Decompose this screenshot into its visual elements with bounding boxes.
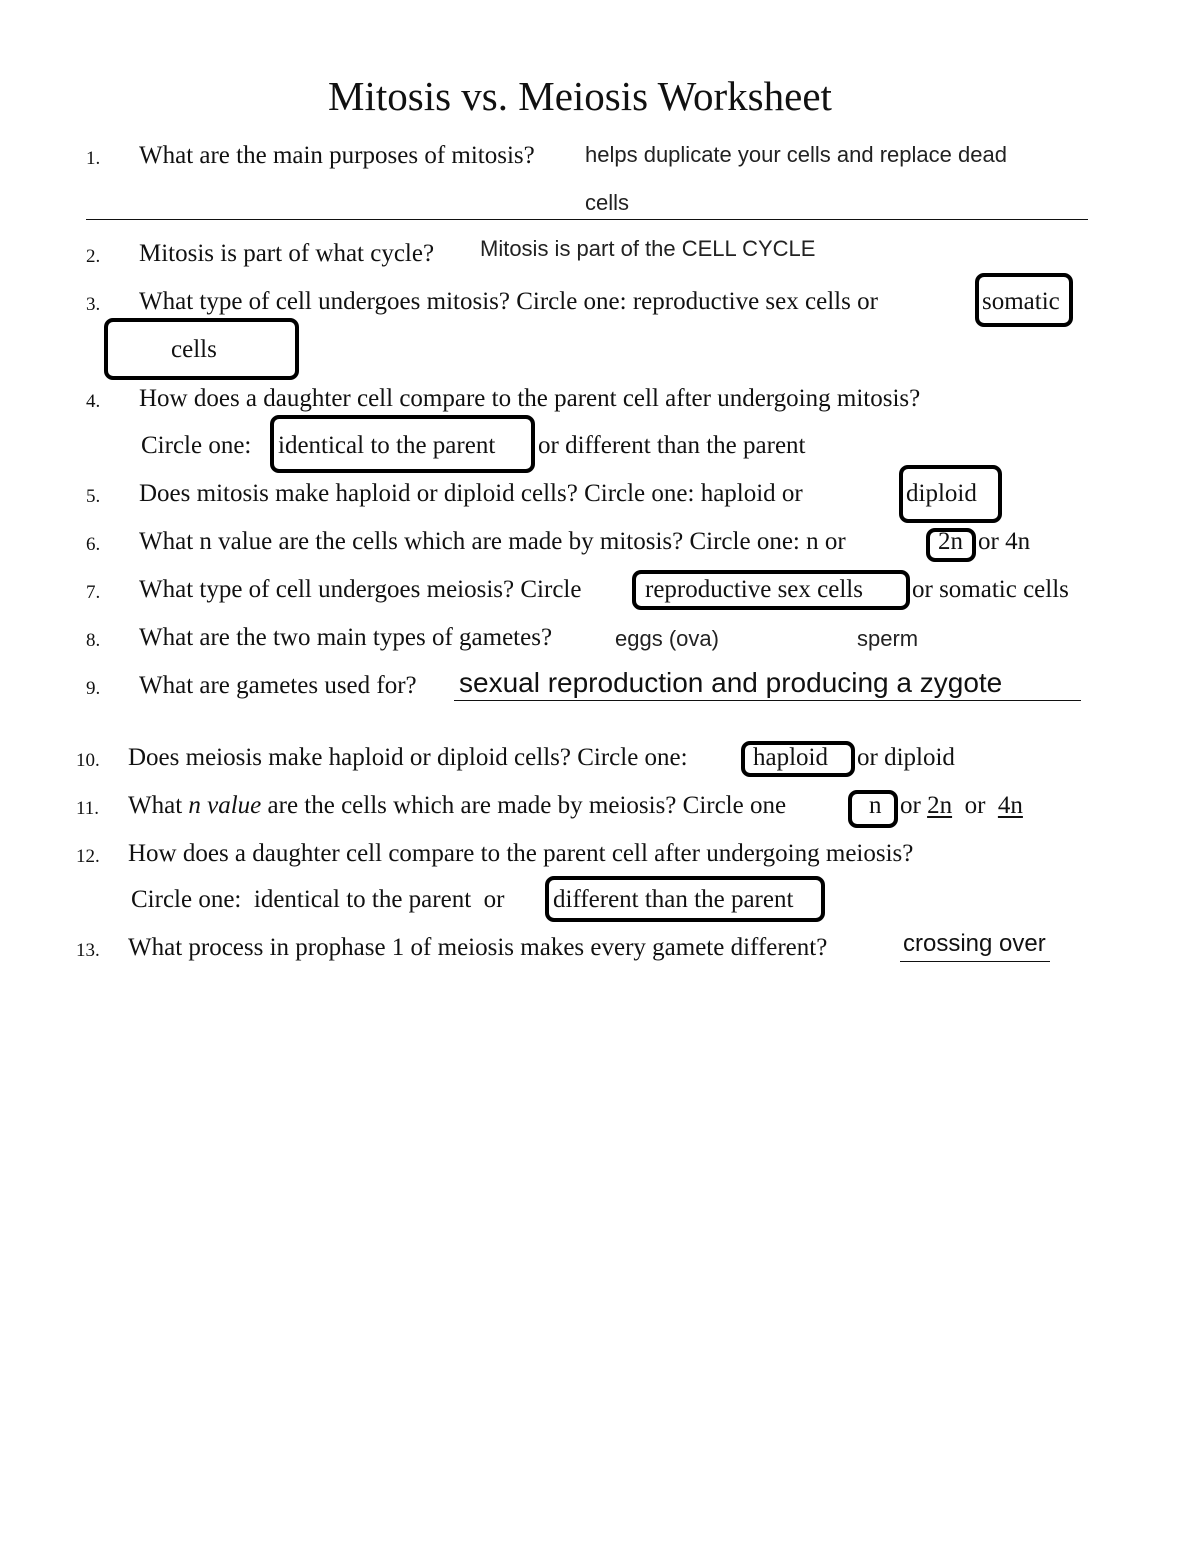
question-text: What are gametes used for? [139, 672, 417, 699]
circle-prompt: Circle one: identical to the parent or [131, 886, 511, 913]
other-option: or diploid [857, 744, 955, 771]
other-option-part: or [952, 792, 998, 819]
answer-line [900, 961, 1050, 962]
other-option: or 4n [978, 528, 1031, 555]
question-text: What type of cell undergoes meiosis? Circle [139, 576, 582, 603]
circle-prompt: Circle one: [141, 432, 252, 459]
other-option-2n: 2n [927, 792, 953, 819]
answer-circle [848, 790, 898, 828]
answer-circle [104, 318, 299, 380]
circled-answer[interactable]: haploid [753, 744, 828, 771]
circled-answer[interactable]: n [869, 792, 882, 819]
question-number: 11. [76, 798, 100, 819]
question-number: 10. [76, 750, 100, 771]
question-text-italic: n value [188, 792, 262, 819]
circled-answer[interactable]: reproductive sex cells [645, 576, 863, 603]
answer-text[interactable]: Mitosis is part of the CELL CYCLE [480, 236, 816, 261]
question-text: What are the two main types of gametes? [139, 624, 553, 651]
answer-text[interactable]: sperm [857, 626, 919, 651]
circled-answer[interactable]: identical to the parent [278, 432, 496, 459]
answer-text[interactable]: helps duplicate your cells and replace dead [585, 142, 1007, 167]
question-text: What n value are the cells which are made by mitosis? Circle one: n or [139, 528, 846, 555]
question-number: 3. [86, 294, 101, 315]
circled-answer[interactable]: different than the parent [553, 886, 794, 913]
question-number: 6. [86, 534, 101, 555]
question-text: Does meiosis make haploid or diploid cells? Circle one: [128, 744, 688, 771]
answer-circle [270, 415, 535, 473]
question-text [128, 792, 786, 820]
question-text: What are the main purposes of mitosis? [139, 142, 535, 169]
question-number: 8. [86, 630, 101, 651]
answer-text[interactable]: sexual reproduction and producing a zygote [459, 667, 1003, 698]
answer-circle [741, 741, 855, 777]
answer-text[interactable]: cells [585, 190, 630, 215]
answer-circle [632, 570, 910, 610]
question-text: What type of cell undergoes mitosis? Circle one: reproductive sex cells or [139, 288, 878, 315]
question-number: 4. [86, 391, 101, 412]
question-number: 5. [86, 486, 101, 507]
answer-text[interactable]: eggs (ova) [615, 626, 719, 651]
question-text: What process in prophase 1 of meiosis makes every gamete different? [128, 934, 828, 961]
circled-answer[interactable]: diploid [906, 480, 977, 507]
answer-line [86, 219, 1088, 220]
page-title: Mitosis vs. Meiosis Worksheet [328, 73, 832, 119]
question-text-part: are the cells which are made by meiosis? Circle one [261, 792, 787, 819]
question-text: How does a daughter cell compare to the parent cell after undergoing meiosis? [128, 840, 914, 867]
answer-circle [975, 273, 1073, 327]
question-number: 2. [86, 246, 101, 267]
question-text: Does mitosis make haploid or diploid cells? Circle one: haploid or [139, 480, 803, 507]
question-number: 7. [86, 582, 101, 603]
other-option: or different than the parent [538, 432, 806, 459]
other-option: or somatic cells [912, 576, 1069, 603]
question-text-part: What [128, 792, 189, 819]
question-number: 12. [76, 846, 100, 867]
circled-answer[interactable]: cells [171, 336, 217, 363]
circled-answer[interactable]: somatic [982, 288, 1060, 315]
answer-circle [926, 528, 976, 562]
answer-circle [545, 876, 825, 922]
answer-line [454, 700, 1081, 701]
question-text: How does a daughter cell compare to the parent cell after undergoing mitosis? [139, 385, 921, 412]
answer-text[interactable]: crossing over [903, 930, 1046, 957]
question-number: 1. [86, 148, 101, 169]
answer-circle [899, 465, 1002, 523]
question-number: 9. [86, 678, 101, 699]
question-number: 13. [76, 940, 100, 961]
question-text: Mitosis is part of what cycle? [139, 240, 435, 267]
other-option-part: or [900, 792, 928, 819]
circled-answer[interactable]: 2n [938, 528, 963, 555]
other-option [900, 792, 1023, 820]
other-option-4n: 4n [997, 792, 1023, 819]
